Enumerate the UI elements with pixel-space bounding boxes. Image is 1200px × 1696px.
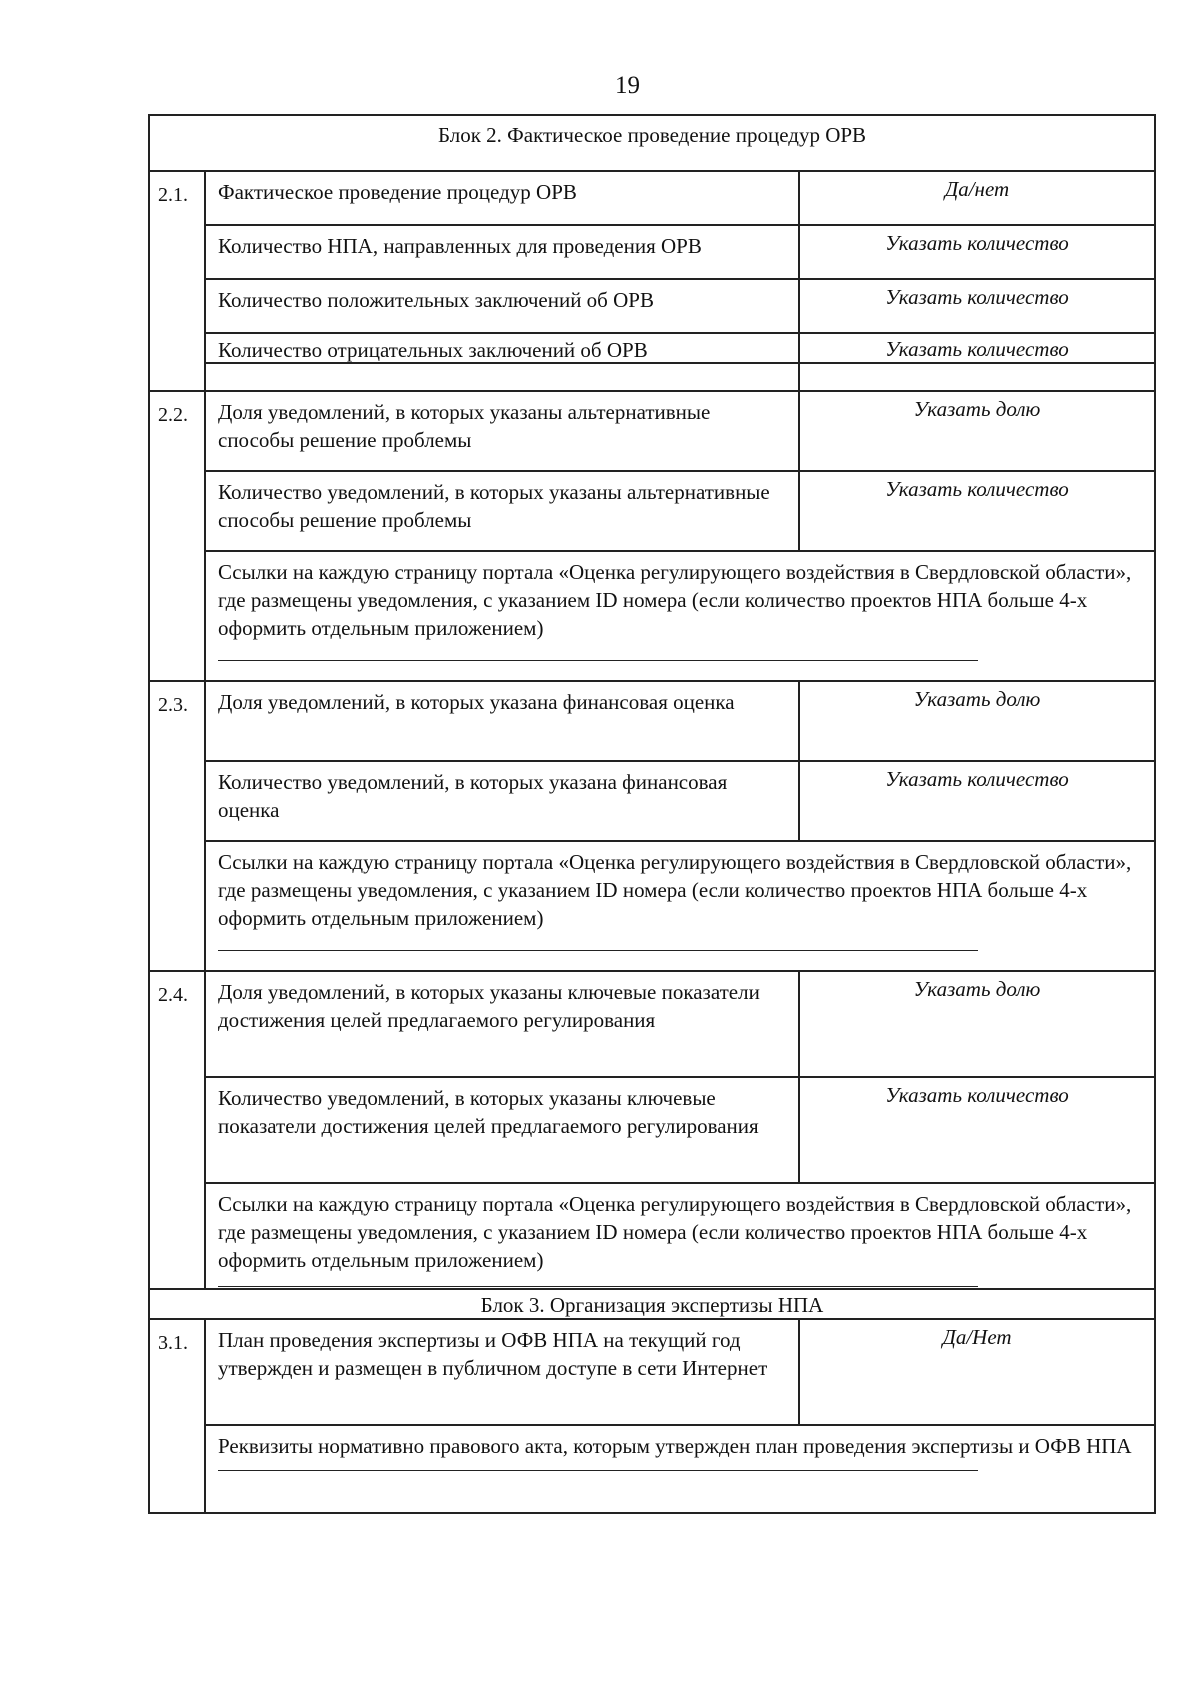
fill-in-line[interactable] — [218, 660, 978, 661]
row-value[interactable]: Указать долю — [913, 397, 1041, 421]
row-value[interactable]: Указать долю — [913, 687, 1041, 711]
table-row — [206, 226, 1154, 280]
links-text: Ссылки на каждую страницу портала «Оценка регулирующего воздействия в Свердловской области», где размещены уведомления, с указанием ID номера (если количество проектов НПА больше 4-х оформить отдельным приложением) — [218, 1192, 1132, 1272]
row-label: Количество уведомлений, в которых указаны ключевые показатели достижения целей предлагаемого регулирования — [206, 1078, 800, 1182]
row-value[interactable]: Да/нет — [944, 177, 1010, 201]
section-2-4 — [150, 972, 1154, 1290]
section-number: 2.2. — [150, 392, 206, 680]
links-row — [206, 842, 1154, 970]
links-text: Ссылки на каждую страницу портала «Оценка регулирующего воздействия в Свердловской области», где размещены уведомления, с указанием ID номера (если количество проектов НПА больше 4-х оформить отдельным приложением) — [218, 850, 1132, 930]
row-label: Количество положительных заключений об ОРВ — [206, 280, 800, 332]
page-number: 19 — [615, 72, 640, 99]
table-row — [206, 972, 1154, 1078]
row-label: Количество уведомлений, в которых указаны альтернативные способы решение проблемы — [206, 472, 800, 550]
table-row — [206, 172, 1154, 226]
table-row — [206, 1078, 1154, 1184]
table-row — [206, 280, 1154, 334]
empty-row — [206, 364, 1154, 390]
links-row — [206, 1426, 1154, 1512]
row-value[interactable]: Указать количество — [885, 477, 1069, 501]
fill-in-line[interactable] — [218, 950, 978, 951]
row-label: Количество отрицательных заключений об ОРВ — [206, 334, 800, 362]
table-row — [206, 682, 1154, 762]
section-number: 2.3. — [150, 682, 206, 970]
row-value[interactable]: Указать количество — [885, 767, 1069, 791]
fill-in-line[interactable] — [218, 1470, 978, 1471]
report-table — [148, 114, 1156, 1514]
row-value[interactable]: Указать долю — [913, 977, 1041, 1001]
links-row — [206, 1184, 1154, 1288]
row-label: План проведения экспертизы и ОФВ НПА на текущий год утвержден и размещен в публичном доступе в сети Интернет — [206, 1320, 800, 1424]
row-label: Количество уведомлений, в которых указана финансовая оценка — [206, 762, 800, 840]
row-value[interactable]: Указать количество — [885, 337, 1069, 361]
section-2-2 — [150, 392, 1154, 682]
row-value[interactable]: Указать количество — [885, 1083, 1069, 1107]
links-text: Реквизиты нормативно правового акта, которым утвержден план проведения экспертизы и ОФВ НПА — [218, 1434, 1132, 1458]
section-number: 2.1. — [150, 172, 206, 390]
section-2-3 — [150, 682, 1154, 972]
links-row — [206, 552, 1154, 680]
table-row — [206, 1320, 1154, 1426]
row-label: Фактическое проведение процедур ОРВ — [206, 172, 800, 224]
section-number: 3.1. — [150, 1320, 206, 1512]
block3-title: Блок 3. Организация экспертизы НПА — [150, 1290, 1154, 1320]
fill-in-line[interactable] — [218, 1286, 978, 1287]
row-label: Доля уведомлений, в которых указаны альтернативные способы решение проблемы — [206, 392, 800, 470]
section-3-1 — [150, 1320, 1154, 1512]
section-number: 2.4. — [150, 972, 206, 1288]
block2-title: Блок 2. Фактическое проведение процедур ОРВ — [150, 116, 1154, 172]
row-label: Количество НПА, направленных для проведения ОРВ — [206, 226, 800, 278]
row-value[interactable]: Указать количество — [885, 285, 1069, 309]
row-label: Доля уведомлений, в которых указаны ключевые показатели достижения целей предлагаемого регулирования — [206, 972, 800, 1076]
row-label: Доля уведомлений, в которых указана финансовая оценка — [206, 682, 800, 760]
table-row — [206, 392, 1154, 472]
table-row — [206, 472, 1154, 552]
table-row — [206, 334, 1154, 364]
links-text: Ссылки на каждую страницу портала «Оценка регулирующего воздействия в Свердловской области», где размещены уведомления, с указанием ID номера (если количество проектов НПА больше 4-х оформить отдельным приложением) — [218, 560, 1132, 640]
table-row — [206, 762, 1154, 842]
row-value[interactable]: Да/Нет — [942, 1325, 1012, 1349]
row-value[interactable]: Указать количество — [885, 231, 1069, 255]
section-2-1 — [150, 172, 1154, 392]
